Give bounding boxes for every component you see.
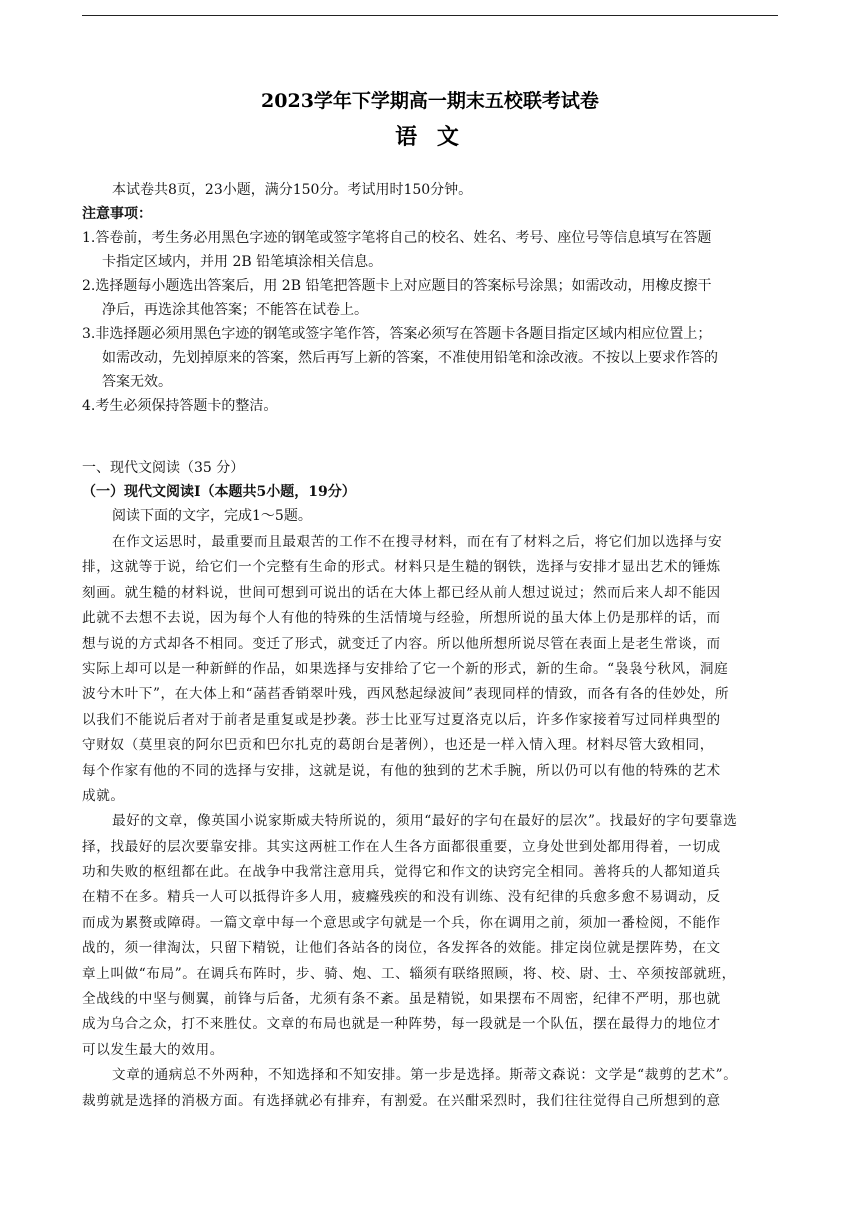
notice-line: 4.考生必须保持答题卡的整洁。 xyxy=(82,398,278,414)
subject-title: 语 文 xyxy=(395,124,465,150)
passage-line: 每个作家有他的不同的选择与安排，这就是说，有他的独到的艺术手腕，所以仍可以有他的特殊的艺术 xyxy=(82,762,721,779)
intro-text: 本试卷共8页，23小题，满分150分。考试用时150分钟。 xyxy=(112,182,473,198)
passage-line: 在作文运思时，最重要而且最艰苦的工作不在搜寻材料，而在有了材料之后，将它们加以选择与安 xyxy=(112,534,723,550)
exam-title: 2023学年下学期高一期末五校联考试卷 xyxy=(261,90,599,112)
passage-line: 排，这就等于说，给它们一个完整有生命的形式。材料只是生糙的钢铁，选择与安排才显出艺术的锤炼 xyxy=(82,559,721,576)
notice-line: 净后，再选涂其他答案；不能答在试卷上。 xyxy=(102,302,368,318)
passage-line: 文章的通病总不外两种，不知选择和不知安排。第一步是选择。斯蒂文森说：文学是“裁剪的艺术”。 xyxy=(112,1067,738,1084)
passage-line: 以我们不能说后者对于前者是重复或是抄袭。莎士比亚写过夏洛克以后，许多作家接着写过同样典型的 xyxy=(82,711,721,728)
section-header xyxy=(82,456,782,528)
notice-line: 1.答卷前，考生务必用黑色字迹的钢笔或签字笔将自己的校名、姓名、考号、座位号等信息填写在答题 xyxy=(82,230,712,246)
passage-line: 最好的文章，像英国小说家斯威夫特所说的，须用“最好的字句在最好的层次”。找最好的字句要靠选 xyxy=(112,813,738,830)
passage-line: 成就。 xyxy=(82,787,125,804)
passage-line: 想与说的方式却各不相同。变迁了形式，就变迁了内容。所以他所想所说尽管在表面上是老生常谈，而 xyxy=(82,635,721,652)
reading-instruction: 阅读下面的文字，完成1～5题。 xyxy=(112,508,312,524)
top-rule xyxy=(82,15,778,16)
notice-line: 3.非选择题必须用黑色字迹的钢笔或签字笔作答，答案必须写在答题卡各题目指定区域内相应位置上； xyxy=(82,326,712,342)
passage-line: 刻画。就生糙的材料说，世间可想到可说出的话在大体上都已经从前人想过说过；然而后来人却不能因 xyxy=(82,584,721,601)
reading-passage xyxy=(82,530,780,1114)
notice-line: 答案无效。 xyxy=(102,374,172,390)
passage-line: 可以发生最大的效用。 xyxy=(82,1041,224,1058)
passage-line: 守财奴（莫里哀的阿尔巴贡和巴尔扎克的葛朗台是著例），也还是一样入情入理。材料尽管大致相同， xyxy=(82,737,714,754)
passage-line: 择，找最好的层次要靠安排。其实这两桩工作在人生各方面都很重要，立身处世到处都用得着，一切成 xyxy=(82,838,721,855)
passage-line: 成为乌合之众，打不来胜仗。文章的布局也就是一种阵势，每一段就是一个队伍，摆在最得力的地位才 xyxy=(82,1016,721,1033)
notice-line: 如需改动，先划掉原来的答案，然后再写上新的答案，不准使用铅笔和涂改液。不按以上要求作答的 xyxy=(102,350,718,366)
subsection-heading: （一）现代文阅读Ⅰ（本题共5小题，19分） xyxy=(82,484,356,500)
section-heading: 一、现代文阅读（35 分） xyxy=(82,460,245,476)
notice-line: 卡指定区域内，并用 2B 铅笔填涂相关信息。 xyxy=(102,254,383,270)
passage-line: 战的，须一律淘汰，只留下精锐，让他们各站各的岗位，各发挥各的效能。排定岗位就是摆阵势，在文 xyxy=(82,940,721,957)
passage-line: 实际上却可以是一种新鲜的作品，如果选择与安排给了它一个新的形式，新的生命。“袅袅兮秋风，洞庭 xyxy=(82,660,729,677)
passage-line: 而成为累赘或障碍。一篇文章中每一个意思或字句就是一个兵，你在调用之前，须加一番检阅，不能作 xyxy=(82,914,721,931)
exam-instructions xyxy=(82,178,782,418)
passage-line: 在精不在多。精兵一人可以抵得许多人用，疲癃残疾的和没有训练、没有纪律的兵愈多愈不易调动，反 xyxy=(82,889,721,906)
notice-line: 2.选择题每小题选出答案后，用 2B 铅笔把答题卡上对应题目的答案标号涂黑；如需改动，用橡皮擦干 xyxy=(82,278,712,294)
passage-line: 章上叫做“布局”。在调兵布阵时，步、骑、炮、工、辎须有联络照顾，将、校、尉、士、卒须按部就班， xyxy=(82,965,736,982)
passage-line: 全战线的中坚与侧翼，前锋与后备，尤须有条不紊。虽是精锐，如果摆布不周密，纪律不严明，那也就 xyxy=(82,991,721,1008)
passage-line: 裁剪就是选择的消极方面。有选择就必有排弃，有割爱。在兴酣采烈时，我们往往觉得自己所想到的意 xyxy=(82,1092,721,1109)
passage-line: 波兮木叶下”，在大体上和“菡萏香销翠叶残，西风愁起绿波间”表现同样的情致，而各有各的佳妙处，所 xyxy=(82,686,730,703)
passage-line: 此就不去想不去说，因为每个人有他的特殊的生活情境与经验，所想所说的虽大体上仍是那样的话，而 xyxy=(82,610,721,627)
notice-heading: 注意事项： xyxy=(82,206,152,222)
passage-line: 功和失败的枢纽都在此。在战争中我常注意用兵，觉得它和作文的诀窍完全相同。善将兵的人都知道兵 xyxy=(82,864,721,881)
